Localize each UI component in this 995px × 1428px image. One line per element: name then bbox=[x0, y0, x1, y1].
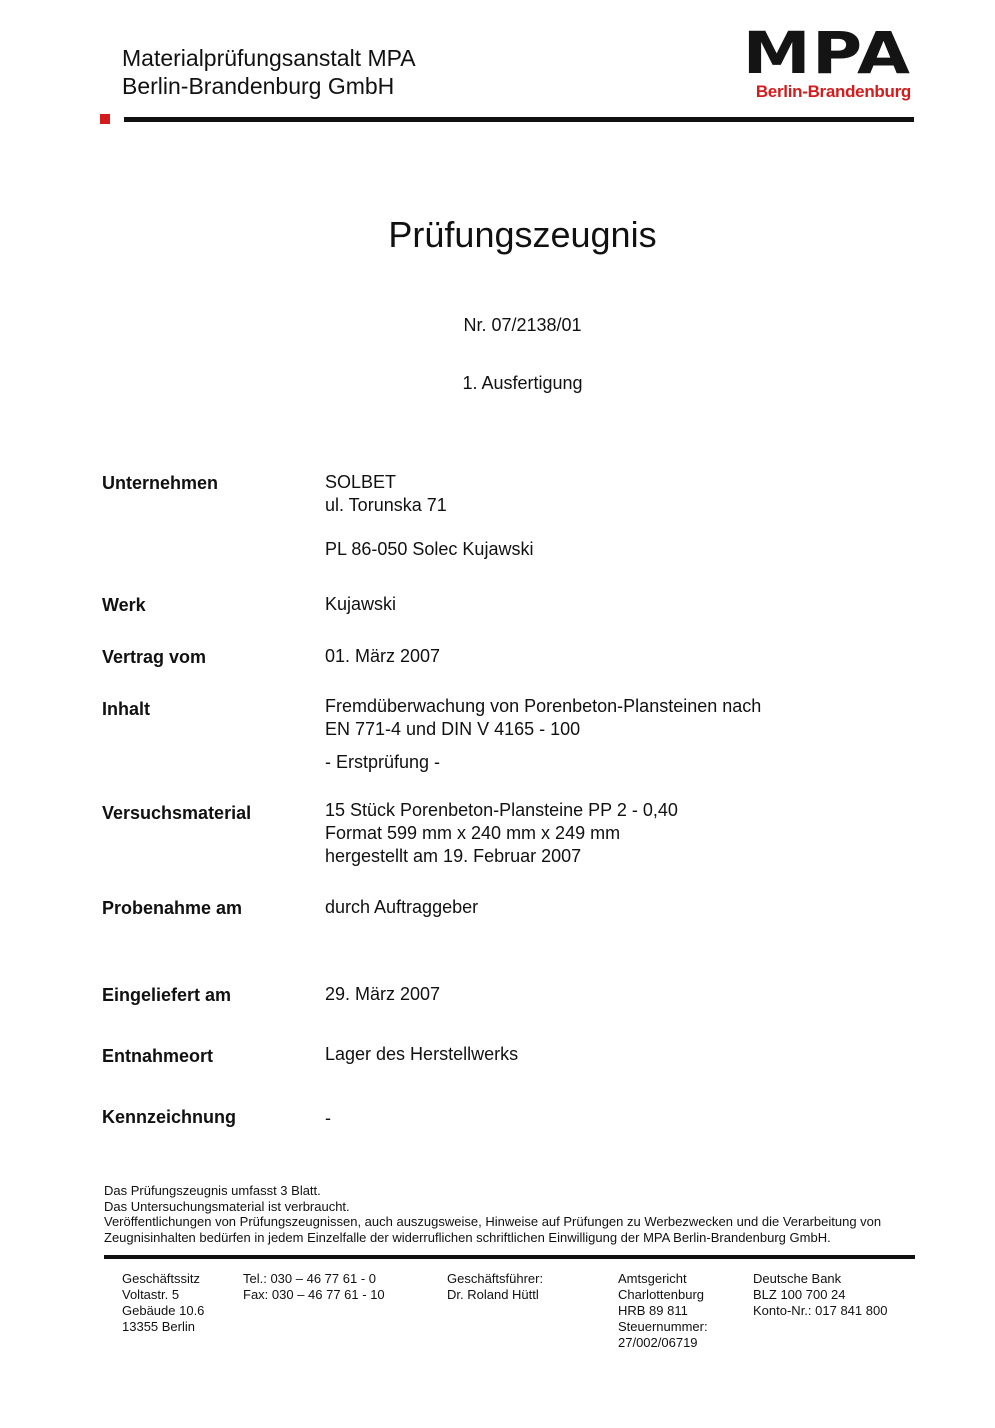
red-square-marker bbox=[100, 114, 110, 124]
footer-divider bbox=[104, 1255, 915, 1259]
footer-bank-line: BLZ 100 700 24 bbox=[753, 1287, 846, 1302]
footnote-material: Das Untersuchungsmaterial ist verbraucht. bbox=[104, 1198, 350, 1214]
value-kennzeichnung: - bbox=[325, 1108, 331, 1128]
footer-bank-line: Deutsche Bank bbox=[753, 1271, 842, 1286]
value-inhalt bbox=[325, 695, 761, 774]
inhalt-line1: Fremdüberwachung von Porenbeton-Plansteinen nach bbox=[325, 696, 762, 716]
footer-management-line: Geschäftsführer: bbox=[447, 1271, 544, 1286]
value-probenahme: durch Auftraggeber bbox=[325, 897, 479, 917]
footnote-consent: Zeugnisinhalten bedürfen in jedem Einzelfalle der widerruflichen schriftlichen Einwilligung der MPA Berlin-Brandenburg GmbH. bbox=[104, 1229, 831, 1245]
footer-headquarters bbox=[122, 1271, 204, 1335]
footer-court-line: 27/002/06719 bbox=[618, 1335, 698, 1350]
logo-text: MPA bbox=[742, 19, 911, 87]
footer-bank-line: Konto-Nr.: 017 841 800 bbox=[753, 1303, 888, 1318]
document-copy: 1. Ausfertigung bbox=[462, 373, 583, 393]
label-vertrag: Vertrag vom bbox=[102, 647, 207, 667]
footer-sitz-line: Geschäftssitz bbox=[122, 1271, 201, 1286]
footer-sitz-line: Gebäude 10.6 bbox=[122, 1303, 205, 1318]
footer-court-line: Amtsgericht bbox=[618, 1271, 687, 1286]
footer-sitz-line: Voltastr. 5 bbox=[122, 1287, 180, 1302]
org-name-line1: Materialprüfungsanstalt MPA bbox=[122, 45, 416, 71]
label-entnahmeort: Entnahmeort bbox=[102, 1046, 214, 1066]
footer-bank bbox=[753, 1271, 887, 1319]
footnotes bbox=[104, 1183, 944, 1245]
footer-court-line: HRB 89 811 bbox=[618, 1303, 688, 1318]
header-divider bbox=[124, 117, 914, 122]
company-street: ul. Torunska 71 bbox=[325, 495, 447, 515]
footnote-pages: Das Prüfungszeugnis umfasst 3 Blatt. bbox=[104, 1183, 321, 1198]
mpa-logo bbox=[742, 19, 911, 102]
value-unternehmen bbox=[325, 471, 533, 561]
label-werk: Werk bbox=[102, 595, 146, 615]
value-vertrag: 01. März 2007 bbox=[325, 646, 441, 666]
label-eingeliefert: Eingeliefert am bbox=[102, 985, 232, 1005]
label-unternehmen: Unternehmen bbox=[102, 473, 219, 493]
footer-sitz-line: 13355 Berlin bbox=[122, 1319, 195, 1334]
org-name-line2: Berlin-Brandenburg GmbH bbox=[122, 73, 395, 99]
material-line2: Format 599 mm x 240 mm x 249 mm bbox=[325, 823, 621, 843]
footnote-publication: Veröffentlichungen von Prüfungszeugnissen, auch auszugsweise, Hinweise auf Prüfungen zu Werbezwecken und die Verarbeitung von bbox=[104, 1214, 882, 1229]
organization-name bbox=[122, 44, 416, 100]
inhalt-line3: - Erstprüfung - bbox=[325, 752, 441, 772]
company-city: PL 86-050 Solec Kujawski bbox=[325, 539, 534, 559]
footer-court bbox=[618, 1271, 708, 1351]
footer-court-line: Charlottenburg bbox=[618, 1287, 704, 1302]
document-title: Prüfungszeugnis bbox=[388, 214, 657, 255]
logo-subtitle: Berlin-Brandenburg bbox=[755, 82, 911, 101]
label-probenahme: Probenahme am bbox=[102, 898, 243, 918]
label-kennzeichnung: Kennzeichnung bbox=[102, 1107, 236, 1127]
value-entnahmeort: Lager des Herstellwerks bbox=[325, 1044, 519, 1064]
label-inhalt: Inhalt bbox=[102, 699, 150, 719]
footer-court-line: Steuernummer: bbox=[618, 1319, 708, 1334]
footer-management-line: Dr. Roland Hüttl bbox=[447, 1287, 539, 1302]
footer-fax: Fax: 030 – 46 77 61 - 10 bbox=[243, 1287, 385, 1302]
value-werk: Kujawski bbox=[325, 594, 397, 614]
value-versuchsmaterial bbox=[325, 799, 678, 868]
document-number: Nr. 07/2138/01 bbox=[463, 315, 582, 335]
material-line1: 15 Stück Porenbeton-Plansteine PP 2 - 0,40 bbox=[325, 800, 678, 820]
label-versuchsmaterial: Versuchsmaterial bbox=[102, 803, 252, 823]
value-eingeliefert: 29. März 2007 bbox=[325, 984, 441, 1004]
inhalt-line2: EN 771-4 und DIN V 4165 - 100 bbox=[325, 719, 581, 739]
footer-phone: Tel.: 030 – 46 77 61 - 0 bbox=[243, 1271, 376, 1286]
company-name: SOLBET bbox=[325, 472, 397, 492]
footer-contact bbox=[243, 1271, 385, 1303]
footer-management bbox=[447, 1271, 543, 1303]
material-line3: hergestellt am 19. Februar 2007 bbox=[325, 846, 582, 866]
